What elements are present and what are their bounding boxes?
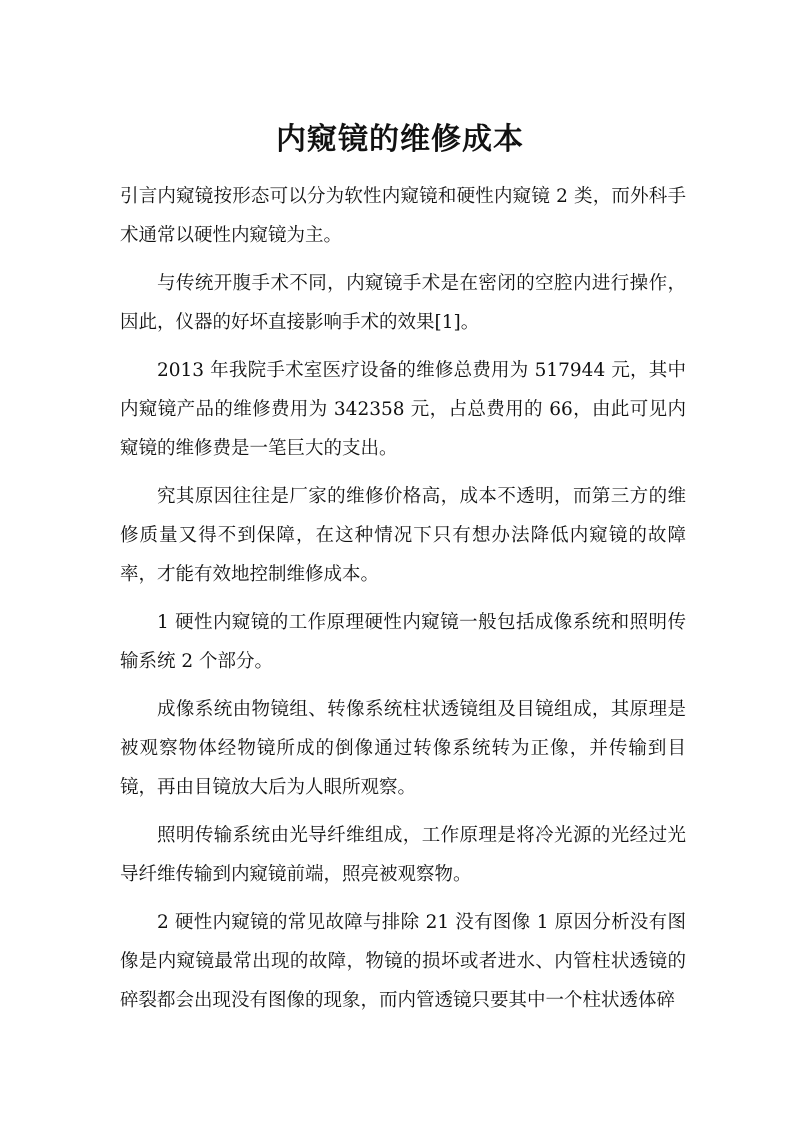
- paragraph-intro: 引言内窥镜按形态可以分为软性内窥镜和硬性内窥镜 2 类，而外科手术通常以硬性内窥镜为主。: [120, 186, 686, 246]
- document-body: [120, 177, 686, 1029]
- paragraph-illumination-system: 照明传输系统由光导纤维组成，工作原理是将冷光源的光经过光导纤维传输到内窥镜前端，照亮被观察物。: [120, 825, 686, 885]
- paragraph-imaging-system: 成像系统由物镜组、转像系统柱状透镜组及目镜组成，其原理是被观察物体经物镜所成的倒像通过转像系统转为正像，并传输到目镜，再由目镜放大后为人眼所观察。: [120, 699, 686, 798]
- paragraph-repair-costs: 2013 年我院手术室医疗设备的维修总费用为 517944 元，其中内窥镜产品的维修费用为 342358 元，占总费用的 66，由此可见内窥镜的维修费是一笔巨大的支出。: [120, 360, 686, 459]
- paragraph-working-principle: 1 硬性内窥镜的工作原理硬性内窥镜一般包括成像系统和照明传输系统 2 个部分。: [120, 612, 686, 672]
- document-title: 内窥镜的维修成本: [276, 122, 524, 158]
- paragraph-cost-reasons: 究其原因往往是厂家的维修价格高，成本不透明，而第三方的维修质量又得不到保障，在这种情况下只有想办法降低内窥镜的故障率，才能有效地控制维修成本。: [120, 486, 686, 585]
- paragraph-surgery-difference: 与传统开腹手术不同，内窥镜手术是在密闭的空腔内进行操作，因此，仪器的好坏直接影响手术的效果[1]。: [120, 273, 686, 333]
- paragraph-common-faults: 2 硬性内窥镜的常见故障与排除 21 没有图像 1 原因分析没有图像是内窥镜最常出现的故障，物镜的损坏或者进水、内管柱状透镜的碎裂都会出现没有图像的现象，而内管透镜只要其中一个柱状透体碎: [120, 912, 686, 1011]
